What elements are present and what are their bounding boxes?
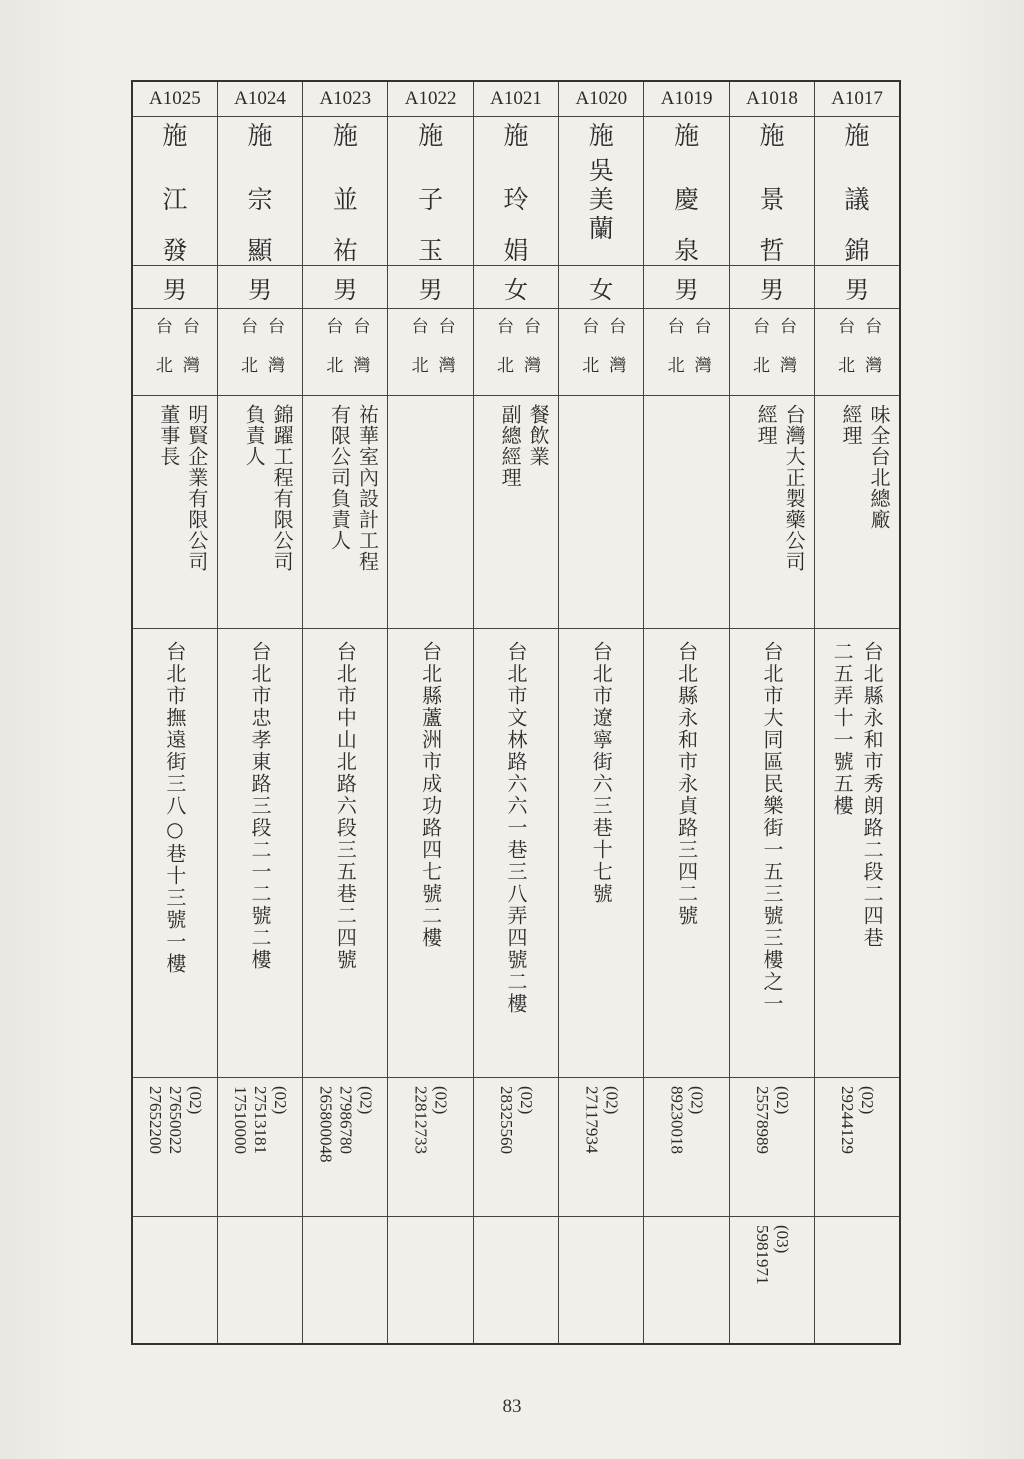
record-id-cell (644, 81, 729, 117)
record-telephone-cell (644, 1078, 729, 1217)
record-telephone-alt-cell (132, 1217, 217, 1345)
given-name-char: 景 (759, 185, 785, 214)
origin-place: 台北 (322, 317, 343, 395)
record-sex-cell (559, 266, 644, 309)
record-telephone-cell (559, 1078, 644, 1217)
record-sex-cell (473, 266, 558, 309)
origin-place: 台灣 (775, 317, 796, 395)
telephone-line: 265800048 (316, 1086, 336, 1163)
given-name-char: 蘭 (588, 214, 614, 243)
telephone-line: 27513181 (250, 1086, 270, 1154)
surname: 施 (759, 121, 785, 150)
record-origin-cell (303, 309, 388, 396)
record-title-cell (559, 396, 644, 629)
row-sex (132, 266, 900, 309)
record-telephone-alt-cell (559, 1217, 644, 1345)
record-name-cell (132, 117, 217, 266)
record-name-cell (388, 117, 473, 266)
name-column (474, 117, 558, 263)
telephone-line: (02) (185, 1086, 205, 1115)
given-name (333, 187, 358, 263)
record-telephone-cell (303, 1078, 388, 1217)
record-id: A1021 (490, 88, 542, 109)
name-column (559, 117, 643, 263)
record-sex-cell (729, 266, 814, 309)
telephone-line: 27986780 (336, 1086, 356, 1154)
occupation-line: 祐華室內設計工程 (355, 404, 380, 572)
row-telephone (132, 1078, 900, 1217)
occupation-line: 餐飲業 (526, 404, 551, 467)
record-origin-cell (559, 309, 644, 396)
origin-place: 台灣 (690, 317, 711, 395)
telephone-column (474, 1078, 558, 1154)
given-name-char: 慶 (674, 185, 700, 214)
origin-place: 台北 (407, 317, 428, 395)
record-title-cell (473, 396, 558, 629)
given-name-char: 並 (332, 185, 358, 214)
record-name-cell (559, 117, 644, 266)
origin-column (644, 309, 728, 395)
telephone-alt-column (815, 1217, 899, 1225)
name-column (388, 117, 472, 263)
record-address-cell (217, 629, 302, 1078)
telephone-alt-column (218, 1217, 302, 1225)
sex: 男 (333, 275, 358, 304)
record-sex-cell (815, 266, 900, 309)
given-name-char: 錦 (844, 236, 870, 265)
row-address (132, 629, 900, 1078)
record-name-cell (303, 117, 388, 266)
sex: 男 (759, 275, 784, 304)
telephone-line: 22812733 (411, 1086, 431, 1154)
record-id-cell (217, 81, 302, 117)
origin-place: 台北 (663, 317, 684, 395)
record-id: A1024 (234, 88, 286, 109)
origin-place: 台灣 (861, 317, 882, 395)
address-column (133, 629, 217, 975)
occupation-line: 味全台北總廠 (867, 404, 891, 530)
given-name (503, 187, 528, 263)
occupation-line: 台灣大正製藥公司 (782, 404, 807, 572)
given-name (247, 187, 272, 263)
occupation-line: 錦躍工程有限公司 (270, 404, 295, 572)
given-name-char: 娟 (503, 236, 529, 265)
sex: 男 (845, 275, 870, 304)
origin-column (474, 309, 558, 395)
surname: 施 (674, 121, 700, 150)
record-title-cell (729, 396, 814, 629)
sex: 女 (589, 275, 614, 304)
telephone-column (644, 1078, 728, 1154)
record-title-cell (303, 396, 388, 629)
origin-place: 台北 (578, 317, 599, 395)
occupation-column (644, 396, 728, 628)
origin-place: 台北 (834, 317, 855, 395)
telephone-line: (02) (356, 1086, 376, 1115)
origin-place: 台灣 (349, 317, 370, 395)
name-column (133, 117, 217, 263)
record-telephone-alt-cell (303, 1217, 388, 1345)
given-name (845, 187, 870, 263)
occupation-line: 董事長 (156, 404, 181, 467)
surname: 施 (588, 121, 614, 150)
record-address-cell (303, 629, 388, 1078)
record-id: A1023 (319, 88, 372, 109)
record-origin-cell (388, 309, 473, 396)
address-line: 台北市文林路六六一巷三八弄四號二樓 (503, 641, 528, 1015)
record-name-cell (473, 117, 558, 266)
origin-place: 台灣 (434, 317, 455, 395)
name-column (303, 117, 387, 263)
name-column (730, 117, 814, 263)
origin-place: 台灣 (605, 317, 626, 395)
record-telephone-cell (729, 1078, 814, 1217)
origin-place: 台灣 (519, 317, 540, 395)
name-column (218, 117, 302, 263)
origin-column (815, 309, 899, 395)
origin-column (303, 309, 387, 395)
given-name-char: 玲 (503, 185, 529, 214)
address-line: 二五弄十一號五樓 (830, 641, 855, 817)
record-address-cell (559, 629, 644, 1078)
record-sex-cell (303, 266, 388, 309)
telephone-line: 28325560 (496, 1086, 516, 1154)
record-id: A1025 (149, 88, 201, 109)
given-name-char: 吳 (588, 156, 614, 185)
address-line: 台北縣永和市永貞路三四二號 (674, 641, 699, 927)
telephone-line: 25578989 (752, 1086, 772, 1154)
given-name-char: 發 (162, 236, 188, 265)
occupation-column (388, 396, 472, 628)
record-telephone-cell (217, 1078, 302, 1217)
origin-place: 台北 (492, 317, 513, 395)
address-line: 台北市遼寧街六三巷十七號 (589, 641, 614, 905)
sex: 男 (418, 275, 443, 304)
surname: 施 (162, 121, 188, 150)
given-name (589, 158, 614, 241)
record-name-cell (217, 117, 302, 266)
occupation-column (730, 396, 814, 628)
telephone-alt-column (133, 1217, 217, 1225)
telephone-line: (02) (858, 1086, 878, 1115)
occupation-line: 負責人 (242, 404, 267, 467)
record-name-cell (644, 117, 729, 266)
given-name-char: 宗 (247, 185, 273, 214)
sex: 女 (503, 275, 528, 304)
record-id: A1018 (746, 88, 798, 109)
origin-place: 台北 (151, 317, 172, 395)
occupation-column (815, 396, 899, 628)
given-name-char: 江 (162, 185, 188, 214)
record-id-cell (559, 81, 644, 117)
record-telephone-alt-cell (473, 1217, 558, 1345)
occupation-line: 明賢企業有限公司 (184, 404, 209, 572)
record-sex-cell (644, 266, 729, 309)
origin-place: 台灣 (178, 317, 199, 395)
surname: 施 (332, 121, 358, 150)
telephone-line: 17510000 (230, 1086, 250, 1154)
occupation-column (474, 396, 558, 628)
origin-column (218, 309, 302, 395)
given-name-char: 祐 (332, 236, 358, 265)
telephone-column (303, 1078, 387, 1163)
record-address-cell (132, 629, 217, 1078)
occupation-line: 副總經理 (498, 404, 523, 488)
record-title-cell (644, 396, 729, 629)
record-address-cell (644, 629, 729, 1078)
given-name (759, 187, 784, 263)
telephone-line: (02) (270, 1086, 290, 1115)
sex: 男 (674, 275, 699, 304)
record-sex-cell (217, 266, 302, 309)
name-column (644, 117, 728, 263)
row-origin (132, 309, 900, 396)
origin-column (133, 309, 217, 395)
record-origin-cell (729, 309, 814, 396)
telephone-column (133, 1078, 217, 1154)
telephone-column (730, 1078, 814, 1154)
telephone-line: (02) (516, 1086, 536, 1115)
telephone-line: (02) (602, 1086, 622, 1115)
record-title-cell (815, 396, 900, 629)
record-id-cell (303, 81, 388, 117)
telephone-alt-column (644, 1217, 728, 1225)
telephone-alt-column (388, 1217, 472, 1225)
address-line: 台北市撫遠街三八○巷十三號一樓 (162, 641, 187, 975)
given-name (418, 187, 443, 263)
name-column (815, 117, 899, 263)
record-address-cell (729, 629, 814, 1078)
record-name-cell (815, 117, 900, 266)
record-origin-cell (217, 309, 302, 396)
address-column (559, 629, 643, 905)
address-column (388, 629, 472, 949)
address-line: 台北縣永和市秀朗路二段二四巷 (860, 641, 885, 949)
record-origin-cell (644, 309, 729, 396)
address-column (815, 629, 899, 949)
record-address-cell (815, 629, 900, 1078)
telephone-column (388, 1078, 472, 1154)
address-line: 台北市忠孝東路三段二一二號二樓 (247, 641, 272, 971)
record-sex-cell (132, 266, 217, 309)
origin-column (730, 309, 814, 395)
record-origin-cell (815, 309, 900, 396)
record-id-cell (815, 81, 900, 117)
origin-place: 台北 (748, 317, 769, 395)
address-column (644, 629, 728, 927)
given-name (674, 187, 699, 263)
occupation-line: 經理 (839, 404, 863, 446)
surname: 施 (844, 121, 870, 150)
given-name-char: 子 (418, 185, 444, 214)
record-id: A1020 (575, 88, 628, 109)
record-title-cell (217, 396, 302, 629)
origin-place: 台北 (236, 317, 257, 395)
telephone-line: 89230018 (667, 1086, 687, 1154)
occupation-line: 有限公司負責人 (327, 404, 352, 551)
row-name (132, 117, 900, 266)
telephone-line: 27652200 (145, 1086, 165, 1154)
telephone-alt-column (474, 1217, 558, 1225)
address-line: 台北市中山北路六段三五巷二四號 (333, 641, 358, 971)
record-title-cell (132, 396, 217, 629)
telephone-line: (02) (772, 1086, 792, 1115)
surname: 施 (247, 121, 273, 150)
record-id-cell (729, 81, 814, 117)
record-address-cell (388, 629, 473, 1078)
origin-column (559, 309, 643, 395)
record-origin-cell (132, 309, 217, 396)
given-name (162, 187, 187, 263)
telephone-line: 27117934 (582, 1086, 602, 1154)
occupation-column (133, 396, 217, 628)
surname: 施 (503, 121, 529, 150)
record-origin-cell (473, 309, 558, 396)
given-name-char: 顯 (247, 236, 273, 265)
telephone-alt-column (303, 1217, 387, 1225)
record-id-cell (132, 81, 217, 117)
origin-column (388, 309, 472, 395)
record-sex-cell (388, 266, 473, 309)
record-name-cell (729, 117, 814, 266)
record-id: A1022 (404, 88, 457, 109)
address-line: 台北縣蘆洲市成功路四七號二樓 (418, 641, 443, 949)
record-id-cell (473, 81, 558, 117)
telephone-line: (02) (431, 1086, 451, 1115)
telephone-alt-line: 5981971 (752, 1225, 772, 1285)
record-telephone-alt-cell (729, 1217, 814, 1345)
origin-place: 台灣 (263, 317, 284, 395)
occupation-column (559, 396, 643, 628)
page-number: 83 (502, 1396, 522, 1417)
record-id: A1017 (831, 88, 883, 109)
occupation-line: 經理 (754, 404, 779, 446)
telephone-alt-column (730, 1217, 814, 1285)
address-column (730, 629, 814, 1015)
address-column (474, 629, 558, 1015)
telephone-line: 29244129 (838, 1086, 858, 1154)
given-name-char: 玉 (418, 236, 444, 265)
occupation-column (303, 396, 387, 628)
record-telephone-cell (815, 1078, 900, 1217)
record-telephone-alt-cell (388, 1217, 473, 1345)
address-column (303, 629, 387, 971)
record-id: A1019 (660, 88, 713, 109)
record-telephone-alt-cell (217, 1217, 302, 1345)
sex: 男 (162, 275, 187, 304)
given-name-char: 議 (844, 185, 870, 214)
record-telephone-cell (132, 1078, 217, 1217)
given-name-char: 美 (588, 185, 614, 214)
occupation-column (218, 396, 302, 628)
address-column (218, 629, 302, 971)
genealogy-register-table (131, 80, 901, 1345)
record-telephone-cell (388, 1078, 473, 1217)
surname: 施 (418, 121, 444, 150)
telephone-line: (02) (687, 1086, 707, 1115)
given-name-char: 哲 (759, 236, 785, 265)
sex: 男 (247, 275, 272, 304)
telephone-column (815, 1078, 899, 1154)
record-title-cell (388, 396, 473, 629)
record-id-cell (388, 81, 473, 117)
record-telephone-alt-cell (815, 1217, 900, 1345)
address-line: 台北市大同區民樂街一五三號三樓之一 (759, 641, 784, 1015)
telephone-alt-line: (03) (772, 1225, 792, 1254)
telephone-column (559, 1078, 643, 1153)
row-id (132, 81, 900, 117)
row-telephone-alt (132, 1217, 900, 1345)
telephone-column (218, 1078, 302, 1154)
row-title (132, 396, 900, 629)
record-telephone-cell (473, 1078, 558, 1217)
telephone-line: 27650022 (165, 1086, 185, 1154)
telephone-alt-column (559, 1217, 643, 1225)
record-address-cell (473, 629, 558, 1078)
record-telephone-alt-cell (644, 1217, 729, 1345)
given-name-char: 泉 (674, 236, 700, 265)
